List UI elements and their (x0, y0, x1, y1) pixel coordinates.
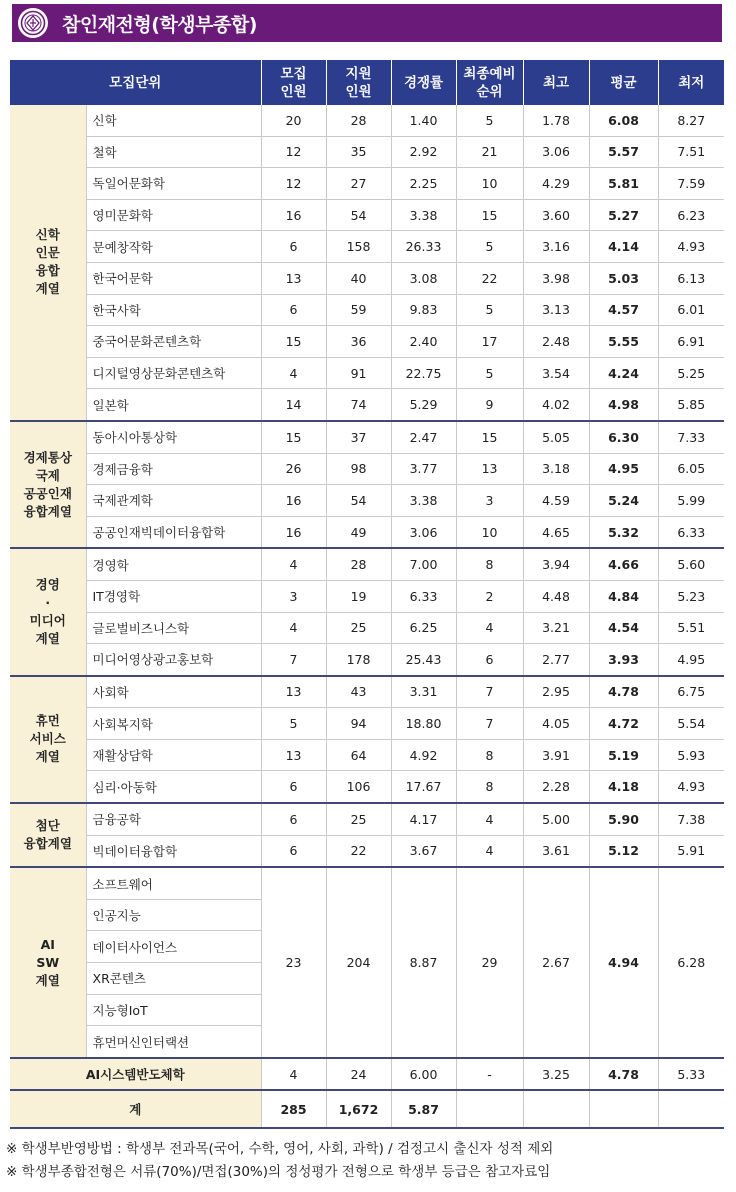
cell-best: 3.21 (523, 612, 589, 644)
cell-waitlist: 8 (456, 771, 523, 803)
table-row (10, 580, 724, 612)
cell-quota: 15 (261, 421, 326, 453)
cell-worst: 4.93 (658, 771, 724, 803)
cell-rate: 3.38 (391, 199, 456, 231)
cell-avg: 4.95 (589, 453, 658, 485)
cell-best: 3.25 (523, 1058, 589, 1091)
cell-quota: 13 (261, 262, 326, 294)
cell-quota: 15 (261, 326, 326, 358)
cell-applicants: 36 (326, 326, 391, 358)
unit-name: 독일어문화학 (86, 168, 261, 200)
cell-quota: 6 (261, 803, 326, 835)
cell-avg: 5.81 (589, 168, 658, 200)
table-row (10, 105, 724, 136)
cell-waitlist: 13 (456, 453, 523, 485)
cell-applicants: 25 (326, 803, 391, 835)
cell-waitlist: 17 (456, 326, 523, 358)
cell-rate: 3.06 (391, 516, 456, 548)
unit-name: 경제금융학 (86, 453, 261, 485)
cell-quota: 16 (261, 516, 326, 548)
cell-quota: 12 (261, 168, 326, 200)
unit-name: 사회복지학 (86, 708, 261, 740)
cell-worst: 7.38 (658, 803, 724, 835)
table-row (10, 231, 724, 263)
cell-best: 3.98 (523, 262, 589, 294)
cell-quota: 20 (261, 105, 326, 136)
cell-waitlist: 9 (456, 389, 523, 421)
cell-best: 3.60 (523, 199, 589, 231)
unit-name: 글로벌비즈니스학 (86, 612, 261, 644)
cell-applicants: 204 (326, 867, 391, 1058)
cell-applicants: 106 (326, 771, 391, 803)
cell-worst: 6.13 (658, 262, 724, 294)
cell-worst: 5.33 (658, 1058, 724, 1091)
total-empty (456, 1090, 523, 1128)
cell-avg: 3.93 (589, 644, 658, 676)
page-title: 참인재전형(학생부종합) (62, 13, 257, 36)
cell-worst: 5.93 (658, 739, 724, 771)
cell-best: 2.67 (523, 867, 589, 1058)
table-row (10, 262, 724, 294)
cell-worst: 8.27 (658, 105, 724, 136)
cell-waitlist: 6 (456, 644, 523, 676)
group-label: AI SW 계열 (10, 867, 86, 1058)
table-row (10, 867, 724, 899)
footnote-grade-method: ※ 학생부반영방법 : 학생부 전과목(국어, 수학, 영어, 사회, 과학) / 검정고시 출신자 성적 제외 (6, 1141, 554, 1157)
cell-rate: 1.40 (391, 105, 456, 136)
cell-rate: 6.33 (391, 580, 456, 612)
cell-waitlist: 4 (456, 612, 523, 644)
cell-best: 3.54 (523, 357, 589, 389)
total-row (10, 1090, 724, 1128)
cell-applicants: 37 (326, 421, 391, 453)
cell-applicants: 28 (326, 105, 391, 136)
cell-best: 2.48 (523, 326, 589, 358)
cell-waitlist: 5 (456, 357, 523, 389)
cell-avg: 4.84 (589, 580, 658, 612)
unit-name: XR콘텐츠 (86, 963, 261, 995)
cell-avg: 4.78 (589, 1058, 658, 1091)
unit-name: 휴먼머신인터랙션 (86, 1026, 261, 1058)
cell-rate: 3.67 (391, 835, 456, 867)
cell-avg: 4.18 (589, 771, 658, 803)
cell-waitlist: 4 (456, 803, 523, 835)
cell-best: 3.13 (523, 294, 589, 326)
cell-avg: 5.19 (589, 739, 658, 771)
group-label: 휴먼 서비스 계열 (10, 676, 86, 803)
cell-best: 4.29 (523, 168, 589, 200)
cell-quota: 6 (261, 835, 326, 867)
table-row (10, 708, 724, 740)
header-unit: 모집단위 (10, 60, 261, 105)
cell-rate: 4.17 (391, 803, 456, 835)
cell-applicants: 25 (326, 612, 391, 644)
cell-applicants: 43 (326, 676, 391, 708)
table-row (10, 803, 724, 835)
unit-name: IT경영학 (86, 580, 261, 612)
cell-best: 5.05 (523, 421, 589, 453)
cell-quota: 26 (261, 453, 326, 485)
header-best: 최고 (523, 60, 589, 105)
group-label: 경제통상 국제 공공인재 융합계열 (10, 421, 86, 548)
group-label: 신학 인문 융합 계열 (10, 105, 86, 421)
cell-rate: 18.80 (391, 708, 456, 740)
cell-rate: 22.75 (391, 357, 456, 389)
cell-best: 3.16 (523, 231, 589, 263)
cell-worst: 5.23 (658, 580, 724, 612)
total-applicants: 1,672 (326, 1090, 391, 1128)
total-empty (658, 1090, 724, 1128)
cell-rate: 7.00 (391, 548, 456, 580)
cell-best: 3.91 (523, 739, 589, 771)
cell-rate: 3.77 (391, 453, 456, 485)
unit-name: 철학 (86, 136, 261, 168)
total-empty (589, 1090, 658, 1128)
table-row (10, 294, 724, 326)
group-label: 첨단 융합계열 (10, 803, 86, 867)
cell-applicants: 54 (326, 199, 391, 231)
cell-best: 4.48 (523, 580, 589, 612)
cell-avg: 5.24 (589, 485, 658, 517)
unit-name: 심리·아동학 (86, 771, 261, 803)
cell-worst: 6.01 (658, 294, 724, 326)
table-row (10, 421, 724, 453)
cell-rate: 6.00 (391, 1058, 456, 1091)
cell-best: 3.94 (523, 548, 589, 580)
cell-best: 4.59 (523, 485, 589, 517)
header-applicants: 지원 인원 (326, 60, 391, 105)
cell-waitlist: 8 (456, 548, 523, 580)
cell-waitlist: 8 (456, 739, 523, 771)
unit-name: 국제관계학 (86, 485, 261, 517)
cell-avg: 6.30 (589, 421, 658, 453)
header-worst: 최저 (658, 60, 724, 105)
unit-name: 인공지능 (86, 899, 261, 931)
cell-applicants: 54 (326, 485, 391, 517)
cell-applicants: 64 (326, 739, 391, 771)
table-row (10, 644, 724, 676)
cell-best: 4.05 (523, 708, 589, 740)
cell-best: 3.06 (523, 136, 589, 168)
cell-waitlist: 3 (456, 485, 523, 517)
cell-avg: 4.57 (589, 294, 658, 326)
cell-waitlist: 5 (456, 294, 523, 326)
cell-avg: 5.57 (589, 136, 658, 168)
table-row (10, 168, 724, 200)
cell-avg: 4.98 (589, 389, 658, 421)
cell-quota: 4 (261, 612, 326, 644)
total-quota: 285 (261, 1090, 326, 1128)
table-row (10, 485, 724, 517)
cell-avg: 6.08 (589, 105, 658, 136)
cell-worst: 5.99 (658, 485, 724, 517)
cell-avg: 5.32 (589, 516, 658, 548)
cell-waitlist: 7 (456, 676, 523, 708)
header-avg: 평균 (589, 60, 658, 105)
cell-avg: 4.14 (589, 231, 658, 263)
cell-quota: 13 (261, 676, 326, 708)
table-row (10, 326, 724, 358)
cell-worst: 5.60 (658, 548, 724, 580)
cell-quota: 23 (261, 867, 326, 1058)
cell-rate: 6.25 (391, 612, 456, 644)
cell-quota: 4 (261, 1058, 326, 1091)
header-rate: 경쟁률 (391, 60, 456, 105)
cell-waitlist: 7 (456, 708, 523, 740)
cell-applicants: 22 (326, 835, 391, 867)
footnotes (6, 1138, 730, 1184)
cell-worst: 5.91 (658, 835, 724, 867)
cell-applicants: 49 (326, 516, 391, 548)
cell-applicants: 98 (326, 453, 391, 485)
cell-best: 4.02 (523, 389, 589, 421)
cell-worst: 6.28 (658, 867, 724, 1058)
unit-name: 영미문화학 (86, 199, 261, 231)
cell-worst: 7.33 (658, 421, 724, 453)
cell-applicants: 94 (326, 708, 391, 740)
cell-rate: 3.08 (391, 262, 456, 294)
cell-applicants: 91 (326, 357, 391, 389)
cell-best: 2.77 (523, 644, 589, 676)
cell-avg: 5.03 (589, 262, 658, 294)
unit-name: 신학 (86, 105, 261, 136)
cell-quota: 16 (261, 485, 326, 517)
cell-waitlist: 5 (456, 105, 523, 136)
table-row (10, 771, 724, 803)
cell-rate: 5.29 (391, 389, 456, 421)
cell-worst: 6.33 (658, 516, 724, 548)
cell-applicants: 178 (326, 644, 391, 676)
cell-applicants: 27 (326, 168, 391, 200)
unit-name: 한국어문학 (86, 262, 261, 294)
cell-best: 5.00 (523, 803, 589, 835)
unit-name: 금융공학 (86, 803, 261, 835)
unit-name: 데이터사이언스 (86, 931, 261, 963)
cell-quota: 6 (261, 771, 326, 803)
table-row (10, 548, 724, 580)
cell-avg: 4.66 (589, 548, 658, 580)
cell-quota: 7 (261, 644, 326, 676)
unit-name: 공공인재빅데이터융합학 (86, 516, 261, 548)
cell-quota: 3 (261, 580, 326, 612)
cell-waitlist: 2 (456, 580, 523, 612)
header-row (10, 60, 724, 105)
cell-worst: 6.91 (658, 326, 724, 358)
group-label: 경영 · 미디어 계열 (10, 548, 86, 675)
table-row (10, 199, 724, 231)
cell-quota: 6 (261, 294, 326, 326)
cell-worst: 6.05 (658, 453, 724, 485)
table-row (10, 516, 724, 548)
cell-quota: 4 (261, 357, 326, 389)
cell-worst: 4.93 (658, 231, 724, 263)
cell-avg: 5.90 (589, 803, 658, 835)
cell-worst: 7.59 (658, 168, 724, 200)
table-row (10, 835, 724, 867)
unit-name: 재활상담학 (86, 739, 261, 771)
total-label: 계 (10, 1090, 261, 1128)
cell-avg: 4.94 (589, 867, 658, 1058)
cell-rate: 2.40 (391, 326, 456, 358)
unit-name: 미디어영상광고홍보학 (86, 644, 261, 676)
cell-best: 2.95 (523, 676, 589, 708)
cell-avg: 5.12 (589, 835, 658, 867)
cell-waitlist: 5 (456, 231, 523, 263)
cell-quota: 5 (261, 708, 326, 740)
cell-worst: 5.25 (658, 357, 724, 389)
cell-applicants: 24 (326, 1058, 391, 1091)
cell-worst: 5.54 (658, 708, 724, 740)
cell-worst: 4.95 (658, 644, 724, 676)
cell-best: 4.65 (523, 516, 589, 548)
header-waitlist: 최종예비 순위 (456, 60, 523, 105)
unit-name: 소프트웨어 (86, 867, 261, 899)
cell-rate: 4.92 (391, 739, 456, 771)
cell-applicants: 74 (326, 389, 391, 421)
cell-rate: 9.83 (391, 294, 456, 326)
unit-name: 중국어문화콘텐츠학 (86, 326, 261, 358)
cell-applicants: 59 (326, 294, 391, 326)
cell-avg: 4.78 (589, 676, 658, 708)
university-seal-icon (18, 8, 48, 38)
cell-rate: 3.38 (391, 485, 456, 517)
unit-name: 빅데이터융합학 (86, 835, 261, 867)
unit-name: 일본학 (86, 389, 261, 421)
cell-quota: 12 (261, 136, 326, 168)
cell-applicants: 158 (326, 231, 391, 263)
footnote-evaluation: ※ 학생부종합전형은 서류(70%)/면접(30%)의 정성평가 전형으로 학생부 등급은 참고자료임 (6, 1164, 551, 1180)
total-rate: 5.87 (391, 1090, 456, 1128)
table-row (10, 389, 724, 421)
cell-avg: 4.72 (589, 708, 658, 740)
cell-best: 2.28 (523, 771, 589, 803)
cell-worst: 5.85 (658, 389, 724, 421)
table-row (10, 1058, 724, 1091)
unit-name: 한국사학 (86, 294, 261, 326)
table-row (10, 612, 724, 644)
cell-avg: 5.55 (589, 326, 658, 358)
cell-worst: 7.51 (658, 136, 724, 168)
cell-rate: 2.92 (391, 136, 456, 168)
cell-quota: 4 (261, 548, 326, 580)
cell-rate: 3.31 (391, 676, 456, 708)
cell-best: 1.78 (523, 105, 589, 136)
special-unit-name: AI시스템반도체학 (10, 1058, 261, 1091)
title-bar (12, 4, 722, 42)
cell-waitlist: 21 (456, 136, 523, 168)
cell-quota: 6 (261, 231, 326, 263)
cell-rate: 8.87 (391, 867, 456, 1058)
admission-results-table (10, 60, 724, 1129)
cell-waitlist: 10 (456, 516, 523, 548)
cell-applicants: 19 (326, 580, 391, 612)
unit-name: 디지털영상문화콘텐츠학 (86, 357, 261, 389)
cell-best: 3.18 (523, 453, 589, 485)
table-row (10, 357, 724, 389)
cell-quota: 16 (261, 199, 326, 231)
unit-name: 사회학 (86, 676, 261, 708)
cell-best: 3.61 (523, 835, 589, 867)
cell-avg: 4.24 (589, 357, 658, 389)
cell-worst: 6.75 (658, 676, 724, 708)
cell-waitlist: 22 (456, 262, 523, 294)
cell-waitlist: 15 (456, 199, 523, 231)
cell-rate: 2.47 (391, 421, 456, 453)
table-row (10, 676, 724, 708)
cell-quota: 13 (261, 739, 326, 771)
cell-worst: 5.51 (658, 612, 724, 644)
table-row (10, 739, 724, 771)
unit-name: 동아시아통상학 (86, 421, 261, 453)
cell-waitlist: 15 (456, 421, 523, 453)
cell-rate: 17.67 (391, 771, 456, 803)
cell-waitlist: 4 (456, 835, 523, 867)
cell-waitlist: 10 (456, 168, 523, 200)
cell-applicants: 40 (326, 262, 391, 294)
total-empty (523, 1090, 589, 1128)
table-row (10, 136, 724, 168)
unit-name: 문예창작학 (86, 231, 261, 263)
unit-name: 지능형IoT (86, 994, 261, 1026)
cell-waitlist: - (456, 1058, 523, 1091)
cell-quota: 14 (261, 389, 326, 421)
cell-worst: 6.23 (658, 199, 724, 231)
unit-name: 경영학 (86, 548, 261, 580)
cell-avg: 5.27 (589, 199, 658, 231)
cell-applicants: 35 (326, 136, 391, 168)
header-quota: 모집 인원 (261, 60, 326, 105)
cell-rate: 2.25 (391, 168, 456, 200)
cell-applicants: 28 (326, 548, 391, 580)
cell-rate: 25.43 (391, 644, 456, 676)
cell-avg: 4.54 (589, 612, 658, 644)
table-row (10, 453, 724, 485)
cell-waitlist: 29 (456, 867, 523, 1058)
cell-rate: 26.33 (391, 231, 456, 263)
